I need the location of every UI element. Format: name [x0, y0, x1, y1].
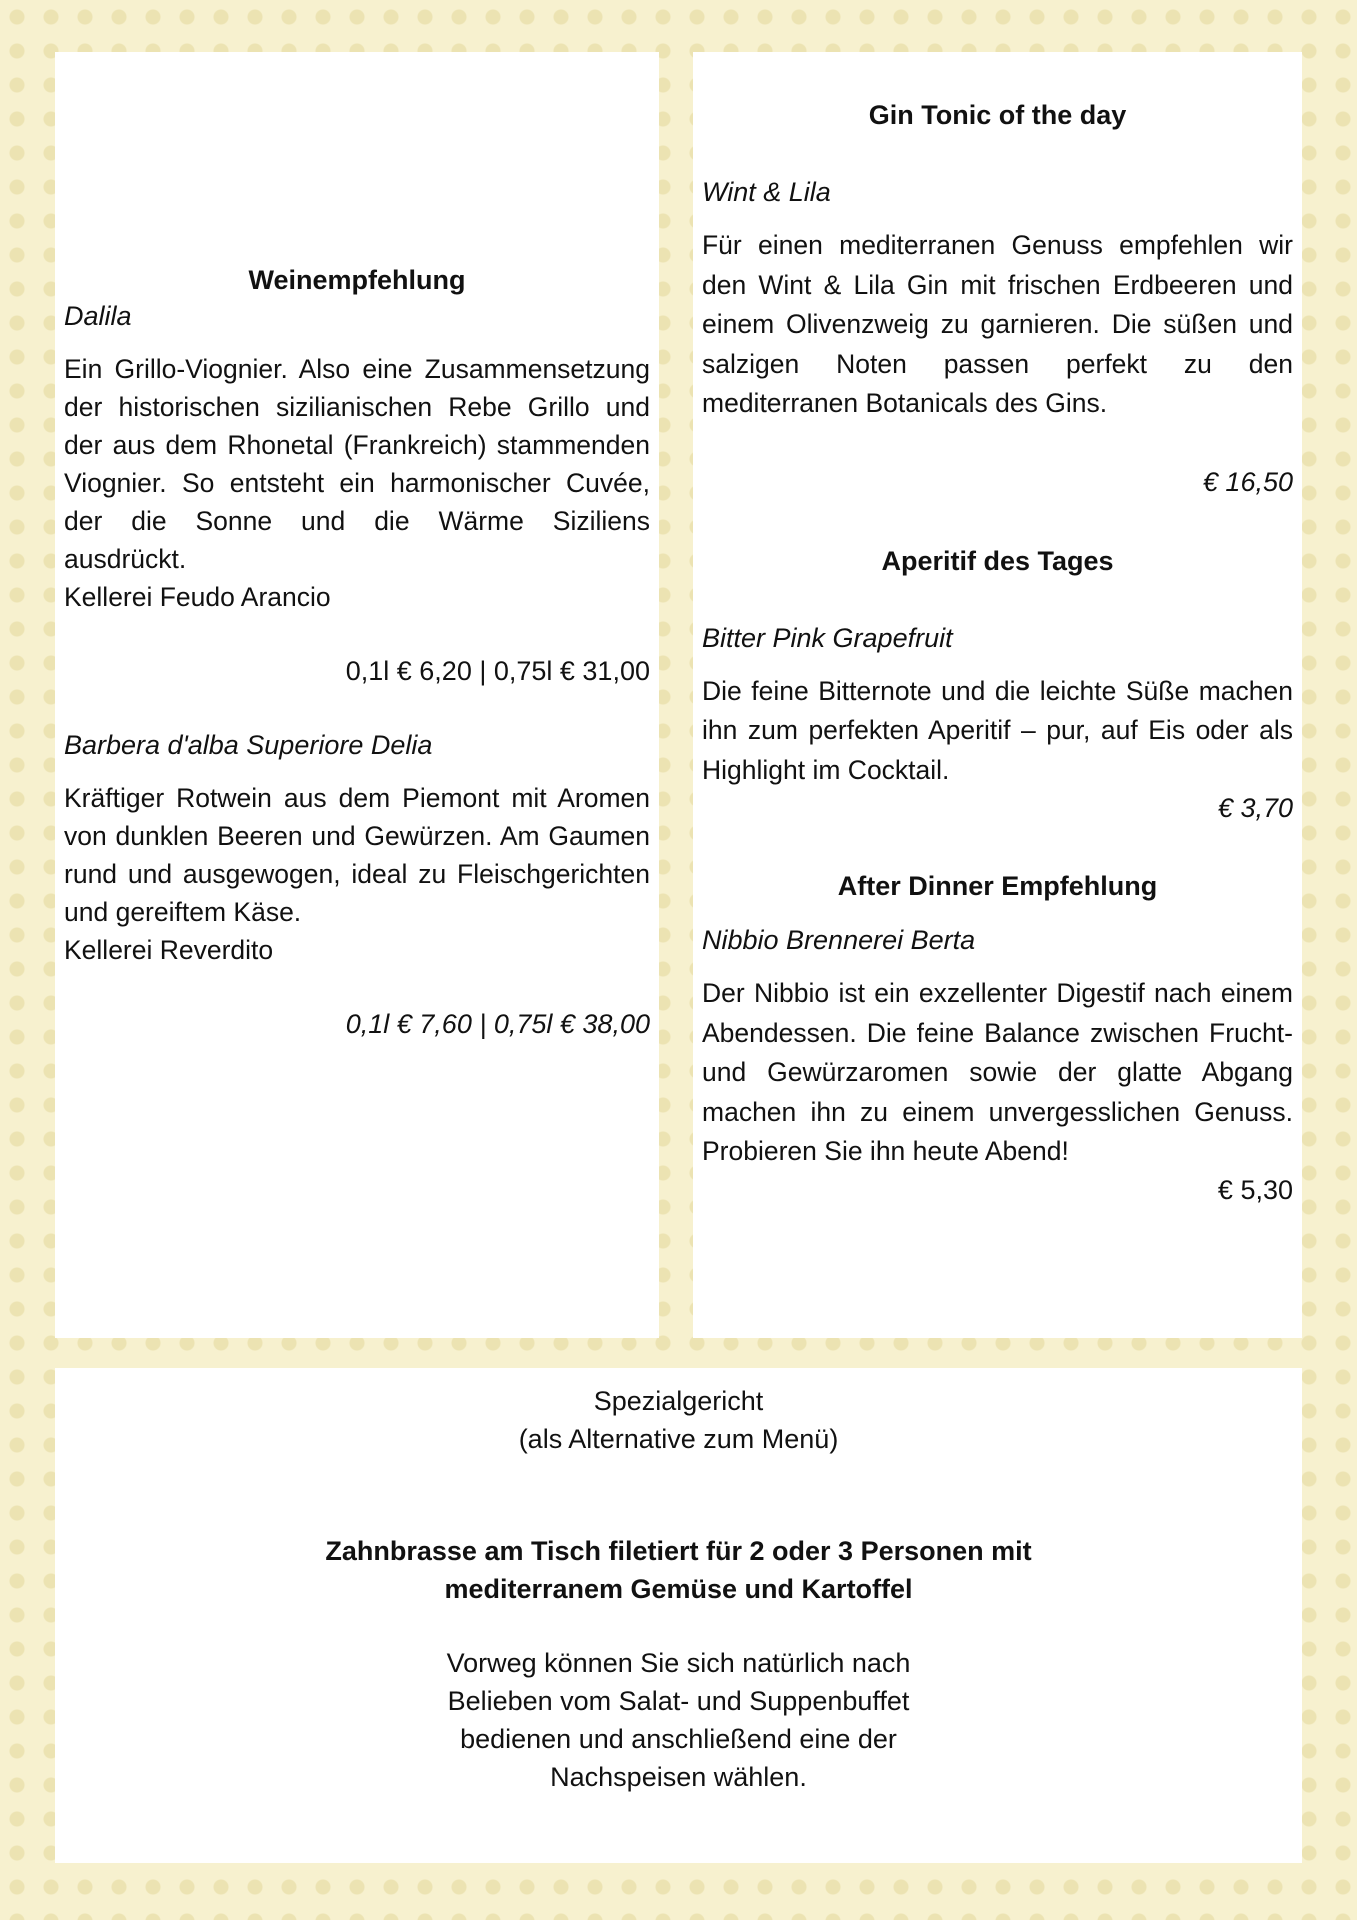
drinks-panel [693, 52, 1302, 1338]
note-line-1: Vorweg können Sie sich natürlich nach [446, 1648, 911, 1678]
after-dinner-heading: After Dinner Empfehlung [837, 871, 1158, 901]
special-subtitle: (als Alternative zum Menü) [518, 1424, 839, 1454]
wine1-price: 0,1l € 6,20 | 0,75l € 31,00 [345, 656, 650, 686]
after-dinner-name: Nibbio Brennerei Berta [702, 925, 976, 955]
after-dinner-description: Der Nibbio ist ein exzellenter Digestif nach einem Abendessen. Die feine Balance zwischen Frucht- und Gewürzaromen sowie der glatte Abgang machen ihn zu einem unvergesslichen Genuss. Probieren Sie ihn heute Abend! [702, 978, 1293, 1166]
wine1-description: Ein Grillo-Viognier. Also eine Zusammensetzung der historischen sizilianischen Rebe Grillo und der aus dem Rhonetal (Frankreich) stammenden Viognier. So entsteht ein harmonischer Cuvée, der die Sonne und die Wärme Siziliens ausdrückt. [64, 354, 650, 574]
gin-price: € 16,50 [1202, 466, 1293, 497]
gin-name: Wint & Lila [702, 177, 831, 207]
after-dinner-price: € 5,30 [1217, 1174, 1293, 1205]
dish-line-1: Zahnbrasse am Tisch filetiert für 2 oder 3 Personen mit [325, 1536, 1032, 1566]
wine-recommendation-panel [55, 52, 659, 1338]
wine2-price: 0,1l € 7,60 | 0,75l € 38,00 [345, 1009, 650, 1039]
aperitif-name: Bitter Pink Grapefruit [702, 622, 953, 653]
note-line-2: Belieben vom Salat- und Suppenbuffet [447, 1686, 910, 1716]
aperitif-price: € 3,70 [1217, 793, 1293, 823]
gin-heading: Gin Tonic of the day [868, 100, 1127, 130]
wine1-name: Dalila [64, 301, 132, 331]
special-title: Spezialgericht [593, 1386, 764, 1416]
wine-heading: Weinempfehlung [248, 265, 466, 295]
note-line-4: Nachspeisen wählen. [550, 1762, 807, 1792]
dish-line-2: mediterranem Gemüse und Kartoffel [444, 1574, 913, 1604]
wine1-winery: Kellerei Feudo Arancio [64, 582, 331, 612]
wine2-description: Kräftiger Rotwein aus dem Piemont mit Aromen von dunklen Beeren und Gewürzen. Am Gaumen rund und ausgewogen, ideal zu Fleischgerichten und gereiftem Käse. [64, 783, 650, 927]
special-dish-panel [55, 1368, 1302, 1863]
wine2-name: Barbera d'alba Superiore Delia [64, 730, 433, 760]
note-line-3: bedienen und anschließend eine der [460, 1724, 897, 1754]
aperitif-heading: Aperitif des Tages [881, 545, 1114, 576]
aperitif-description: Die feine Bitternote und die leichte Süße machen ihn zum perfekten Aperitif – pur, auf Eis oder als Highlight im Cocktail. [702, 675, 1293, 785]
gin-description: Für einen mediterranen Genuss empfehlen wir den Wint & Lila Gin mit frischen Erdbeeren und einem Olivenzweig zu garnieren. Die süßen und salzigen Noten passen perfekt zu den mediterranen Botanicals des Gins. [702, 230, 1293, 418]
wine2-winery: Kellerei Reverdito [64, 935, 274, 965]
